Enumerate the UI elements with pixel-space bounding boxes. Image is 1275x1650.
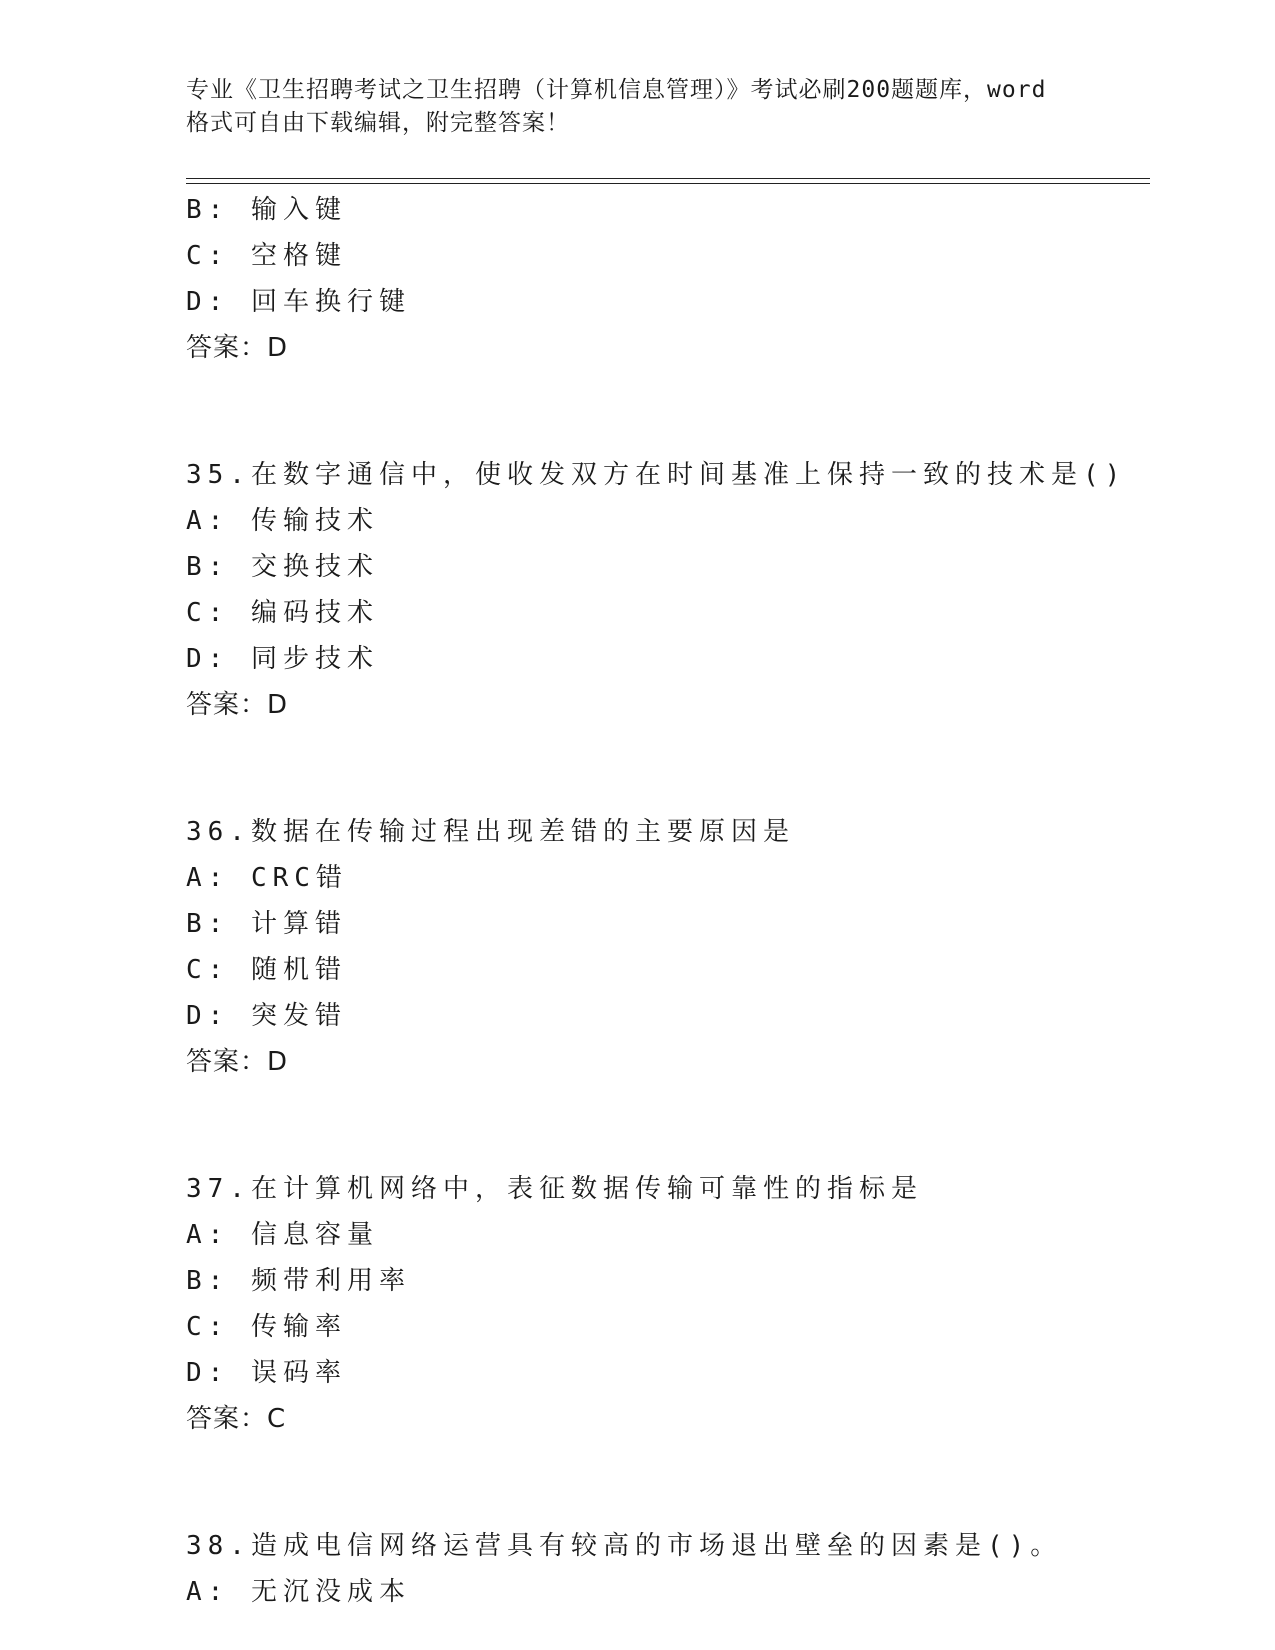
question-block — [186, 809, 1146, 1085]
question-text: 38.造成电信网络运营具有较高的市场退出壁垒的因素是()。 — [186, 1531, 1063, 1561]
option-b: B: 输入键 — [186, 195, 347, 225]
answer-line: 答案：C — [186, 1404, 287, 1434]
answer-line: 答案：D — [186, 333, 289, 363]
question-text: 36.数据在传输过程出现差错的主要原因是 — [186, 817, 795, 847]
option-d: D: 误码率 — [186, 1358, 347, 1388]
option-d: D: 回车换行键 — [186, 287, 411, 317]
answer-line: 答案：D — [186, 1047, 289, 1077]
question-block — [186, 187, 1146, 371]
question-block — [186, 1523, 1146, 1615]
question-block — [186, 452, 1146, 728]
question-text: 35.在数字通信中，使收发双方在时间基准上保持一致的技术是() — [186, 460, 1127, 490]
header-line-2: 格式可自由下载编辑，附完整答案！ — [186, 110, 570, 136]
option-b: B: 计算错 — [186, 909, 347, 939]
option-d: D: 同步技术 — [186, 644, 379, 674]
option-b: B: 频带利用率 — [186, 1266, 411, 1296]
option-d: D: 突发错 — [186, 1001, 347, 1031]
header-divider-top — [186, 178, 1150, 179]
question-list — [186, 187, 1146, 1615]
answer-line: 答案：D — [186, 690, 289, 720]
option-c: C: 编码技术 — [186, 598, 379, 628]
option-a: A: CRC错 — [186, 863, 348, 893]
option-c: C: 随机错 — [186, 955, 347, 985]
question-text: 37.在计算机网络中，表征数据传输可靠性的指标是 — [186, 1174, 923, 1204]
option-c: C: 传输率 — [186, 1312, 347, 1342]
header-line-1: 专业《卫生招聘考试之卫生招聘（计算机信息管理）》考试必刷200题题库，word — [186, 77, 1047, 103]
header-divider-bottom — [186, 183, 1150, 184]
document-header — [186, 74, 1086, 140]
option-c: C: 空格键 — [186, 241, 347, 271]
option-a: A: 传输技术 — [186, 506, 379, 536]
option-a: A: 无沉没成本 — [186, 1577, 411, 1607]
question-block — [186, 1166, 1146, 1442]
option-b: B: 交换技术 — [186, 552, 379, 582]
option-a: A: 信息容量 — [186, 1220, 379, 1250]
